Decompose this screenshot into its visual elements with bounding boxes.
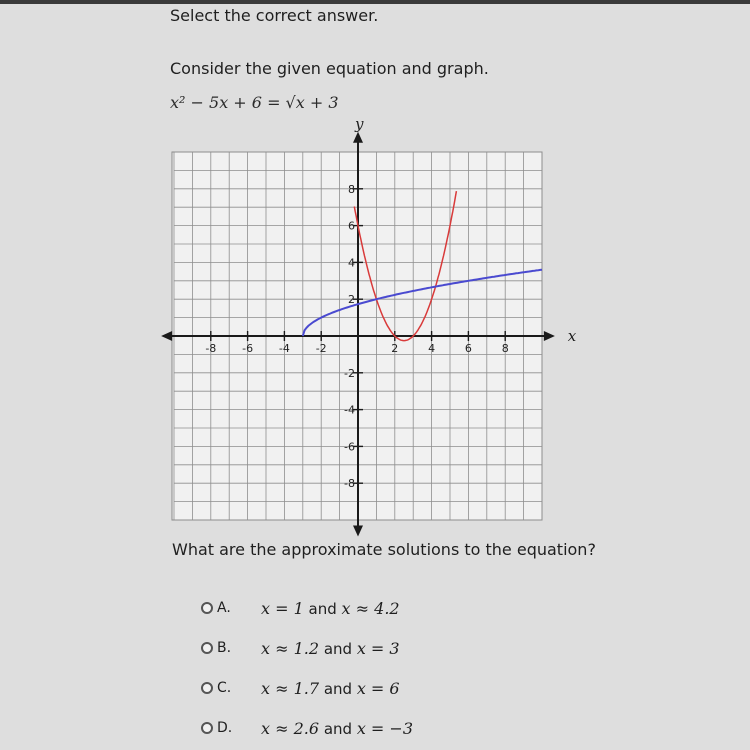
y-axis-arrow-up [353, 132, 363, 143]
question-text: What are the approximate solutions to the equation? [172, 540, 596, 559]
choice-d[interactable] [201, 716, 413, 740]
prompt-text: Consider the given equation and graph. [170, 59, 489, 78]
x-axis-label: x [567, 327, 577, 345]
choice-b[interactable] [201, 636, 400, 660]
y-tick-label: -6 [344, 440, 355, 454]
choice-answer: x = 1 and x ≈ 4.2 [261, 598, 400, 618]
x-axis-arrow-right [544, 331, 555, 341]
instruction-text: Select the correct answer. [170, 6, 379, 25]
choice-answer: x ≈ 1.7 and x = 6 [261, 678, 400, 698]
y-axis-label: y [355, 115, 364, 133]
radio-icon[interactable] [201, 722, 213, 734]
x-tick-label: -6 [242, 342, 254, 355]
x-axis-arrow-left [161, 331, 172, 341]
equation: x² − 5x + 6 = √x + 3 [170, 93, 339, 112]
x-tick-label: 2 [391, 342, 399, 355]
y-tick-label: 8 [348, 182, 355, 196]
radio-icon[interactable] [201, 602, 213, 614]
graph [168, 115, 578, 532]
y-tick-label: -8 [344, 477, 355, 491]
y-tick-label: -4 [344, 403, 355, 417]
x-tick-label: 4 [428, 342, 436, 355]
x-tick-label: 8 [501, 342, 509, 355]
y-tick-label: 2 [348, 293, 355, 307]
choice-answer: x ≈ 1.2 and x = 3 [261, 638, 400, 658]
choice-letter: D. [217, 720, 233, 736]
x-tick-label: -8 [205, 342, 217, 355]
top-bar [0, 0, 750, 4]
y-axis-arrow-down [353, 526, 363, 537]
y-tick-label: 6 [348, 219, 355, 233]
radio-icon[interactable] [201, 682, 213, 694]
choice-letter: B. [217, 640, 232, 656]
x-tick-label: -2 [315, 342, 327, 355]
choice-letter: C. [217, 680, 232, 696]
x-tick-label: 6 [464, 342, 472, 355]
x-tick-label: -4 [278, 342, 290, 355]
choice-a[interactable] [201, 596, 400, 620]
choice-answer: x ≈ 2.6 and x = −3 [261, 718, 413, 738]
choice-letter: A. [217, 600, 231, 616]
y-tick-label: 4 [348, 256, 355, 270]
coordinate-plane [168, 115, 578, 528]
choice-c[interactable] [201, 676, 400, 700]
radio-icon[interactable] [201, 642, 213, 654]
y-tick-label: -2 [344, 366, 355, 380]
